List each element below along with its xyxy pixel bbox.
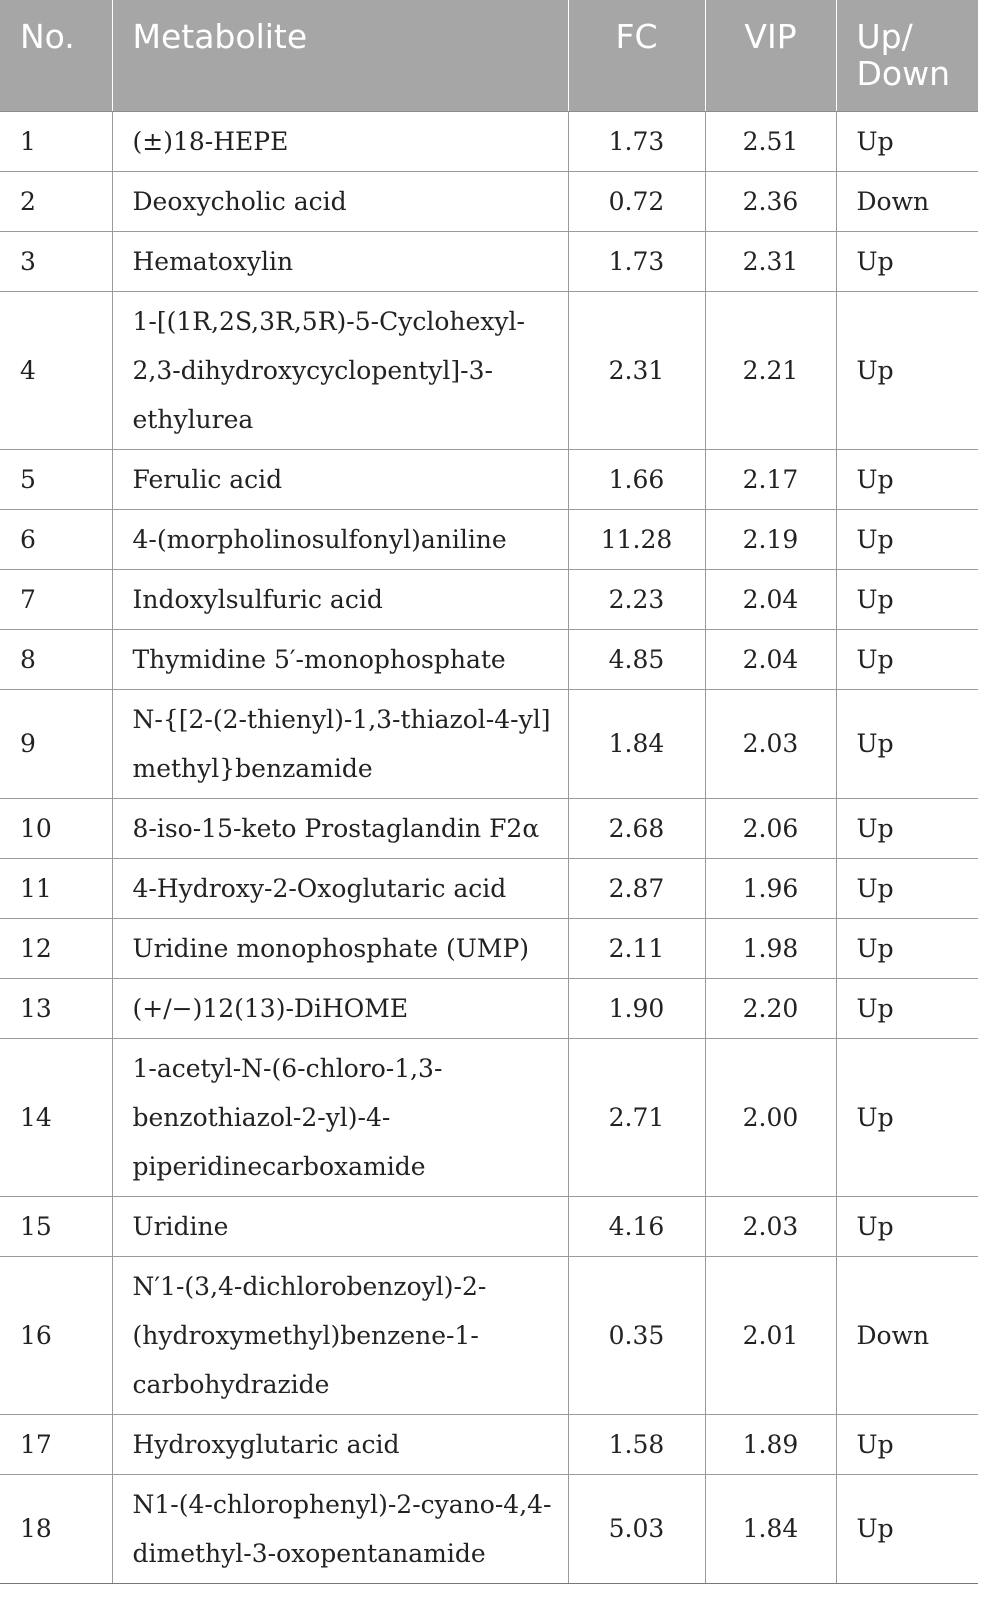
cell-metabolite: Uridine monophosphate (UMP)	[112, 918, 568, 978]
cell-no: 10	[0, 798, 112, 858]
table-row	[0, 569, 978, 629]
cell-fc: 1.73	[568, 111, 705, 171]
table-row	[0, 171, 978, 231]
cell-up-down: Up	[836, 449, 978, 509]
cell-fc: 1.66	[568, 449, 705, 509]
cell-up-down: Up	[836, 1414, 978, 1474]
cell-metabolite: Hematoxylin	[112, 231, 568, 291]
cell-up-down: Up	[836, 111, 978, 171]
cell-up-down: Up	[836, 629, 978, 689]
cell-no: 17	[0, 1414, 112, 1474]
cell-fc: 2.23	[568, 569, 705, 629]
cell-no: 4	[0, 291, 112, 449]
cell-no: 12	[0, 918, 112, 978]
cell-metabolite: Thymidine 5′-monophosphate	[112, 629, 568, 689]
cell-fc: 2.87	[568, 858, 705, 918]
cell-fc: 1.84	[568, 689, 705, 798]
cell-up-down: Up	[836, 798, 978, 858]
cell-metabolite: (+/−)12(13)-DiHOME	[112, 978, 568, 1038]
cell-no: 13	[0, 978, 112, 1038]
cell-fc: 0.35	[568, 1256, 705, 1414]
header-up-down: Up/ Down	[836, 0, 978, 111]
cell-up-down: Up	[836, 509, 978, 569]
cell-no: 5	[0, 449, 112, 509]
cell-no: 14	[0, 1038, 112, 1196]
cell-fc: 1.90	[568, 978, 705, 1038]
table-row	[0, 1256, 978, 1414]
cell-metabolite: N1-(4-chlorophenyl)-2-cyano-4,4-dimethyl-3-oxopentanamide	[112, 1474, 568, 1583]
cell-up-down: Up	[836, 1196, 978, 1256]
cell-fc: 2.11	[568, 918, 705, 978]
cell-vip: 2.04	[705, 629, 836, 689]
cell-up-down: Up	[836, 1474, 978, 1583]
cell-up-down: Up	[836, 689, 978, 798]
cell-fc: 4.85	[568, 629, 705, 689]
cell-no: 8	[0, 629, 112, 689]
cell-vip: 2.01	[705, 1256, 836, 1414]
cell-metabolite: 4-Hydroxy-2-Oxoglutaric acid	[112, 858, 568, 918]
table-body	[0, 111, 978, 1583]
cell-up-down: Up	[836, 291, 978, 449]
cell-metabolite: 4-(morpholinosulfonyl)aniline	[112, 509, 568, 569]
cell-up-down: Up	[836, 978, 978, 1038]
table-row	[0, 111, 978, 171]
cell-fc: 4.16	[568, 1196, 705, 1256]
cell-vip: 2.31	[705, 231, 836, 291]
cell-vip: 2.36	[705, 171, 836, 231]
table-header	[0, 0, 978, 111]
header-vip: VIP	[705, 0, 836, 111]
cell-up-down: Up	[836, 1038, 978, 1196]
cell-no: 2	[0, 171, 112, 231]
cell-vip: 2.19	[705, 509, 836, 569]
cell-fc: 11.28	[568, 509, 705, 569]
cell-up-down: Down	[836, 171, 978, 231]
cell-metabolite: Deoxycholic acid	[112, 171, 568, 231]
cell-metabolite: (±)18-HEPE	[112, 111, 568, 171]
cell-vip: 1.96	[705, 858, 836, 918]
cell-metabolite: Indoxylsulfuric acid	[112, 569, 568, 629]
cell-metabolite: 1-acetyl-N-(6-chloro-1,3-benzothiazol-2-yl)-4-piperidinecarboxamide	[112, 1038, 568, 1196]
cell-vip: 2.21	[705, 291, 836, 449]
table-row	[0, 798, 978, 858]
cell-metabolite: Hydroxyglutaric acid	[112, 1414, 568, 1474]
cell-fc: 1.73	[568, 231, 705, 291]
header-metabolite: Metabolite	[112, 0, 568, 111]
cell-no: 3	[0, 231, 112, 291]
cell-no: 1	[0, 111, 112, 171]
cell-fc: 2.71	[568, 1038, 705, 1196]
cell-no: 7	[0, 569, 112, 629]
cell-vip: 1.98	[705, 918, 836, 978]
cell-vip: 2.03	[705, 689, 836, 798]
cell-vip: 2.03	[705, 1196, 836, 1256]
cell-fc: 2.68	[568, 798, 705, 858]
cell-no: 16	[0, 1256, 112, 1414]
table-row	[0, 918, 978, 978]
header-row	[0, 0, 978, 111]
header-no: No.	[0, 0, 112, 111]
table-row	[0, 231, 978, 291]
table-row	[0, 689, 978, 798]
cell-vip: 1.84	[705, 1474, 836, 1583]
cell-no: 6	[0, 509, 112, 569]
cell-vip: 2.20	[705, 978, 836, 1038]
table-row	[0, 1474, 978, 1583]
cell-no: 18	[0, 1474, 112, 1583]
cell-up-down: Up	[836, 918, 978, 978]
cell-vip: 2.00	[705, 1038, 836, 1196]
cell-vip: 2.17	[705, 449, 836, 509]
cell-up-down: Up	[836, 569, 978, 629]
table-row	[0, 1196, 978, 1256]
table-row	[0, 1038, 978, 1196]
cell-fc: 1.58	[568, 1414, 705, 1474]
cell-metabolite: 1-[(1R,2S,3R,5R)-5-Cyclohexyl-2,3-dihydroxycyclopentyl]-3-ethylurea	[112, 291, 568, 449]
cell-no: 15	[0, 1196, 112, 1256]
cell-metabolite: N-{[2-(2-thienyl)-1,3-thiazol-4-yl] methyl}benzamide	[112, 689, 568, 798]
table-row	[0, 858, 978, 918]
cell-fc: 2.31	[568, 291, 705, 449]
cell-fc: 5.03	[568, 1474, 705, 1583]
table-row	[0, 291, 978, 449]
table-row	[0, 978, 978, 1038]
cell-vip: 2.51	[705, 111, 836, 171]
cell-metabolite: Ferulic acid	[112, 449, 568, 509]
cell-metabolite: Uridine	[112, 1196, 568, 1256]
cell-vip: 1.89	[705, 1414, 836, 1474]
table-row	[0, 629, 978, 689]
cell-up-down: Up	[836, 858, 978, 918]
cell-metabolite: N′1-(3,4-dichlorobenzoyl)-2-(hydroxymethyl)benzene-1-carbohydrazide	[112, 1256, 568, 1414]
cell-vip: 2.06	[705, 798, 836, 858]
cell-no: 11	[0, 858, 112, 918]
table-row	[0, 449, 978, 509]
header-fc: FC	[568, 0, 705, 111]
cell-up-down: Down	[836, 1256, 978, 1414]
cell-fc: 0.72	[568, 171, 705, 231]
cell-no: 9	[0, 689, 112, 798]
cell-up-down: Up	[836, 231, 978, 291]
table-row	[0, 509, 978, 569]
cell-vip: 2.04	[705, 569, 836, 629]
cell-metabolite: 8-iso-15-keto Prostaglandin F2α	[112, 798, 568, 858]
table-row	[0, 1414, 978, 1474]
